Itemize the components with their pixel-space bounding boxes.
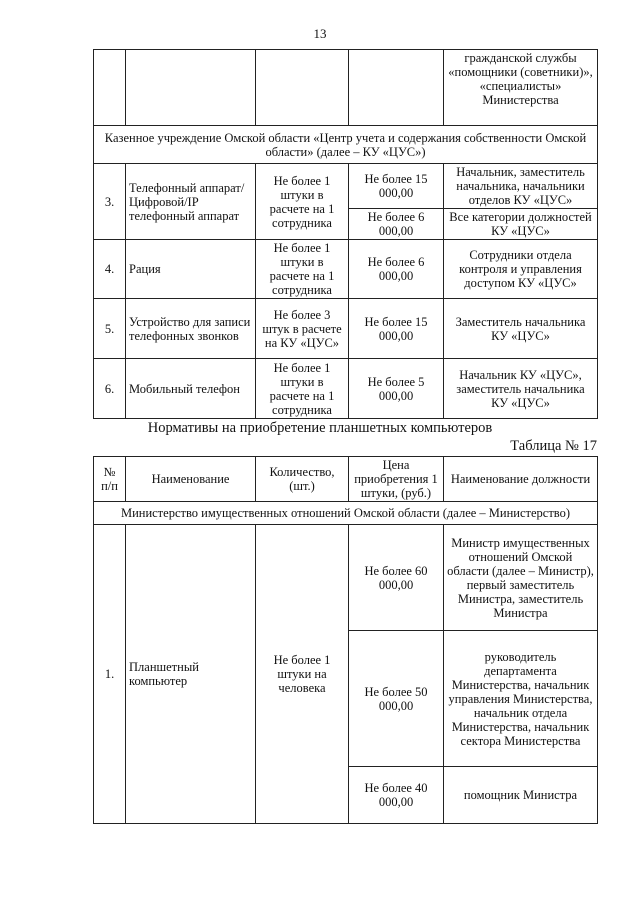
quantity-cell: Не более 1 штуки в расчете на 1 сотрудника: [256, 164, 349, 240]
section-row: [94, 126, 598, 164]
position-cell: помощник Министра: [444, 767, 598, 824]
quantity-cell: Не более 1 штуки в расчете на 1 сотрудника: [256, 359, 349, 419]
page-number: 13: [313, 26, 327, 41]
price-cell: Не более 15 000,00: [349, 299, 444, 359]
table-cell: [349, 50, 444, 126]
table-cell: [94, 50, 126, 126]
table-row: [94, 359, 598, 419]
column-header-number: № п/п: [94, 457, 126, 502]
column-header-quantity: Количество, (шт.): [256, 457, 349, 502]
communication-equipment-table: [93, 49, 598, 419]
table-row: [94, 164, 598, 209]
table-cell: [126, 50, 256, 126]
table-row: [94, 240, 598, 299]
section-heading: Казенное учреждение Омской области «Центр учета и содержания собственности Омской области» (далее – КУ «ЦУС»): [94, 126, 598, 164]
price-cell: Не более 50 000,00: [349, 631, 444, 767]
table-row: [94, 525, 598, 631]
price-cell: Не более 6 000,00: [349, 209, 444, 240]
position-cell: гражданской службы «помощники (советники)», «специалисты» Министерства: [444, 50, 598, 126]
item-name: Планшетный компьютер: [126, 525, 256, 824]
position-cell: Начальник, заместитель начальника, начальники отделов КУ «ЦУС»: [444, 164, 598, 209]
row-number: 4.: [94, 240, 126, 299]
quantity-cell: Не более 1 штуки на человека: [256, 525, 349, 824]
table-row: [94, 299, 598, 359]
price-cell: Не более 40 000,00: [349, 767, 444, 824]
item-name: Телефонный аппарат/Цифровой/IP телефонный аппарат: [126, 164, 256, 240]
column-header-position: Наименование должности: [444, 457, 598, 502]
table-cell: [256, 50, 349, 126]
section-heading: Министерство имущественных отношений Омской области (далее – Министерство): [94, 502, 598, 525]
section-row: [94, 502, 598, 525]
row-number: 1.: [94, 525, 126, 824]
tablet-computers-table: [93, 456, 598, 824]
header-row: [94, 457, 598, 502]
price-cell: Не более 5 000,00: [349, 359, 444, 419]
row-number: 5.: [94, 299, 126, 359]
position-cell: Сотрудники отдела контроля и управления доступом КУ «ЦУС»: [444, 240, 598, 299]
item-name: Рация: [126, 240, 256, 299]
position-cell: Заместитель начальника КУ «ЦУС»: [444, 299, 598, 359]
column-header-price: Цена приобретения 1 штуки, (руб.): [349, 457, 444, 502]
position-cell: руководитель департамента Министерства, начальник управления Министерства, начальник отдела Министерства, начальник сектора Министерства: [444, 631, 598, 767]
row-number: 6.: [94, 359, 126, 419]
item-name: Устройство для записи телефонных звонков: [126, 299, 256, 359]
position-cell: Все категории должностей КУ «ЦУС»: [444, 209, 598, 240]
price-cell: Не более 6 000,00: [349, 240, 444, 299]
table-row: [94, 50, 598, 126]
column-header-name: Наименование: [126, 457, 256, 502]
price-cell: Не более 60 000,00: [349, 525, 444, 631]
quantity-cell: Не более 3 штук в расчете на КУ «ЦУС»: [256, 299, 349, 359]
position-cell: Министр имущественных отношений Омской области (далее – Министр), первый заместитель Министра, заместитель Министра: [444, 525, 598, 631]
price-cell: Не более 15 000,00: [349, 164, 444, 209]
table-number: Таблица № 17: [510, 438, 597, 454]
row-number: 3.: [94, 164, 126, 240]
table-title: Нормативы на приобретение планшетных компьютеров: [147, 420, 493, 436]
quantity-cell: Не более 1 штуки в расчете на 1 сотрудника: [256, 240, 349, 299]
item-name: Мобильный телефон: [126, 359, 256, 419]
position-cell: Начальник КУ «ЦУС», заместитель начальника КУ «ЦУС»: [444, 359, 598, 419]
